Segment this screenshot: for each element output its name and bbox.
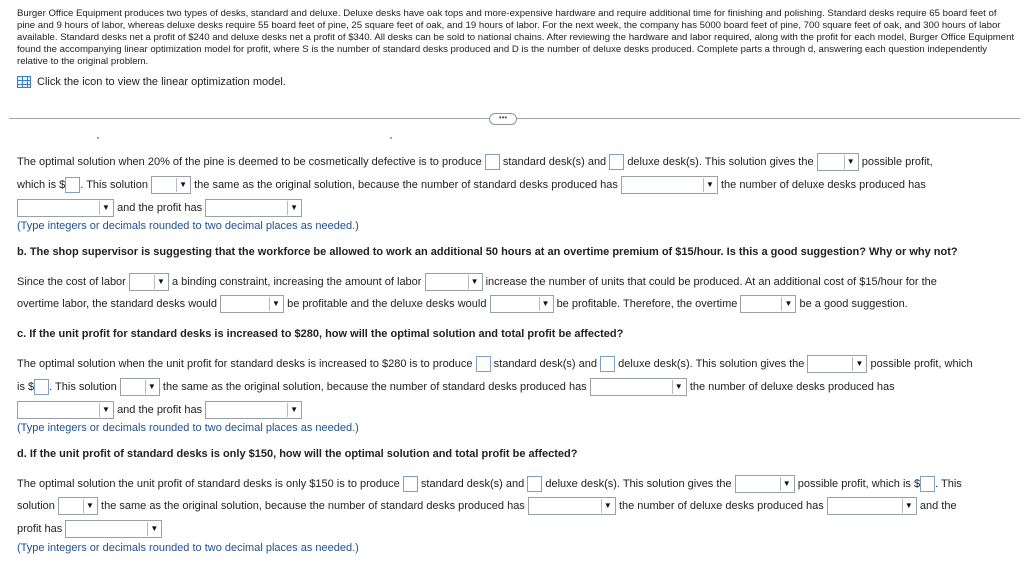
chevron-down-icon: ▼: [287, 403, 300, 417]
chevron-down-icon: ▼: [780, 477, 793, 491]
hint-text: (Type integers or decimals rounded to two decimal places as needed.): [17, 220, 359, 232]
model-link-label: Click the icon to view the linear optimization model.: [37, 76, 286, 88]
deluxe-change-dropdown[interactable]: [17, 401, 114, 419]
part-c-line3: ▼ and the profit has ▼: [17, 401, 302, 419]
std-profitable-dropdown[interactable]: [220, 295, 284, 313]
chevron-down-icon: ▼: [99, 403, 112, 417]
std-desks-input[interactable]: [403, 476, 418, 492]
deluxe-desks-input[interactable]: [527, 476, 542, 492]
deluxe-change-dropdown[interactable]: [827, 497, 917, 515]
profit-input[interactable]: [34, 379, 49, 395]
profit-change-dropdown[interactable]: [65, 520, 162, 538]
std-desks-input[interactable]: [476, 356, 491, 372]
chevron-down-icon: ▼: [781, 297, 794, 311]
same-dropdown[interactable]: [120, 378, 160, 396]
std-change-dropdown[interactable]: [528, 497, 616, 515]
chevron-down-icon: ▼: [852, 357, 865, 371]
model-link[interactable]: [17, 76, 286, 88]
chevron-down-icon: ▼: [703, 178, 716, 192]
chevron-down-icon: ▼: [601, 499, 614, 513]
chevron-down-icon: ▼: [287, 201, 300, 215]
chevron-down-icon: ▼: [468, 275, 481, 289]
same-dropdown[interactable]: [151, 176, 191, 194]
part-c-question: c. If the unit profit for standard desks is increased to $280, how will the optimal solution and total profit be affected?: [17, 328, 624, 340]
chevron-down-icon: ▼: [99, 201, 112, 215]
chevron-down-icon: ▼: [672, 380, 685, 394]
part-d-question: d. If the unit profit of standard desks is only $150, how will the optimal solution and total profit be affected?: [17, 448, 578, 460]
chevron-down-icon: ▼: [269, 297, 282, 311]
chevron-down-icon: ▼: [844, 155, 857, 169]
chevron-down-icon: ▼: [154, 275, 167, 289]
profit-change-dropdown[interactable]: [205, 199, 302, 217]
std-desks-input[interactable]: [485, 154, 500, 170]
profit-input[interactable]: [65, 177, 80, 193]
deluxe-desks-input[interactable]: [600, 356, 615, 372]
chevron-down-icon: ▼: [176, 178, 189, 192]
std-change-dropdown[interactable]: [590, 378, 687, 396]
part-b-line1: Since the cost of labor ▼ a binding constraint, increasing the amount of labor ▼ increase the number of units that could be produced. At an additional cost of $15/hour for the: [17, 273, 937, 291]
problem-statement: Burger Office Equipment produces two types of desks, standard and deluxe. Deluxe desks have oak tops and more-expensive hardware and require additional time for finishing and polishing. Standard desks require 65 board feet of pine and 9 hours of labor, whereas deluxe desks require 55 board feet of pine, 25 square feet of oak, and 19 hours of labor. For the next week, the company has 5000 board feet of pine, 700 square feet of oak, and 300 hours of labor available. Standard desks net a profit of $240 and deluxe desks net a profit of $340. All desks can be sold to national chains. After reviewing the hardware and labor required, along with the profit for each model, Burger Office Equipment found the accompanying linear optimization model for profit, where S is the number of standard desks produced and D is the number of deluxe desks produced. Complete parts a through d, answering each question independently relative to the original problem.: [17, 8, 1015, 67]
part-a-line1: The optimal solution when 20% of the pine is deemed to be cosmetically defective is to produce standard desk(s) and deluxe desk(s). This solution gives the ▼ possible profit,: [17, 153, 933, 171]
deluxe-profitable-dropdown[interactable]: [490, 295, 554, 313]
suggestion-dropdown[interactable]: [740, 295, 796, 313]
profit-level-dropdown[interactable]: [807, 355, 867, 373]
profit-level-dropdown[interactable]: [735, 475, 795, 493]
part-d-line1: The optimal solution the unit profit of standard desks is only $150 is to produce standard desk(s) and deluxe desk(s). This solution gives the ▼ possible profit, which is $ . This: [17, 475, 962, 493]
same-dropdown[interactable]: [58, 497, 98, 515]
hint-text: (Type integers or decimals rounded to two decimal places as needed.): [17, 422, 359, 434]
part-a-line3: ▼ and the profit has ▼: [17, 199, 302, 217]
deluxe-desks-input[interactable]: [609, 154, 624, 170]
profit-change-dropdown[interactable]: [205, 401, 302, 419]
dot-marker: [390, 137, 392, 139]
part-d-line3: profit has ▼: [17, 520, 162, 538]
part-c-line2: is $ . This solution ▼ the same as the original solution, because the number of standard desks produced has ▼ the number of deluxe desks produced has: [17, 378, 895, 396]
part-b-question: b. The shop supervisor is suggesting that the workforce be allowed to work an additional 50 hours at an overtime premium of $15/hour. Is this a good suggestion? Why or why not?: [17, 246, 958, 258]
profit-input[interactable]: [920, 476, 935, 492]
increase-dropdown[interactable]: [425, 273, 483, 291]
table-icon[interactable]: [17, 76, 31, 88]
expand-button[interactable]: •••: [489, 113, 517, 125]
binding-dropdown[interactable]: [129, 273, 169, 291]
std-change-dropdown[interactable]: [621, 176, 718, 194]
part-c-line1: The optimal solution when the unit profit for standard desks is increased to $280 is to produce standard desk(s) and deluxe desk(s). This solution gives the ▼ possible profit, which: [17, 355, 973, 373]
part-d-line2: solution ▼ the same as the original solution, because the number of standard desks produced has ▼ the number of deluxe desks produced has ▼ and the: [17, 497, 957, 515]
deluxe-change-dropdown[interactable]: [17, 199, 114, 217]
part-a-line2: which is $ . This solution ▼ the same as the original solution, because the number of standard desks produced has ▼ the number of deluxe desks produced has: [17, 176, 926, 194]
chevron-down-icon: ▼: [145, 380, 158, 394]
profit-level-dropdown[interactable]: [817, 153, 859, 171]
part-b-line2: overtime labor, the standard desks would ▼ be profitable and the deluxe desks would ▼ be profitable. Therefore, the overtime ▼ be a good suggestion.: [17, 295, 908, 313]
chevron-down-icon: ▼: [539, 297, 552, 311]
hint-text: (Type integers or decimals rounded to two decimal places as needed.): [17, 542, 359, 554]
chevron-down-icon: ▼: [147, 522, 160, 536]
chevron-down-icon: ▼: [83, 499, 96, 513]
chevron-down-icon: ▼: [902, 499, 915, 513]
dot-marker: [97, 137, 99, 139]
